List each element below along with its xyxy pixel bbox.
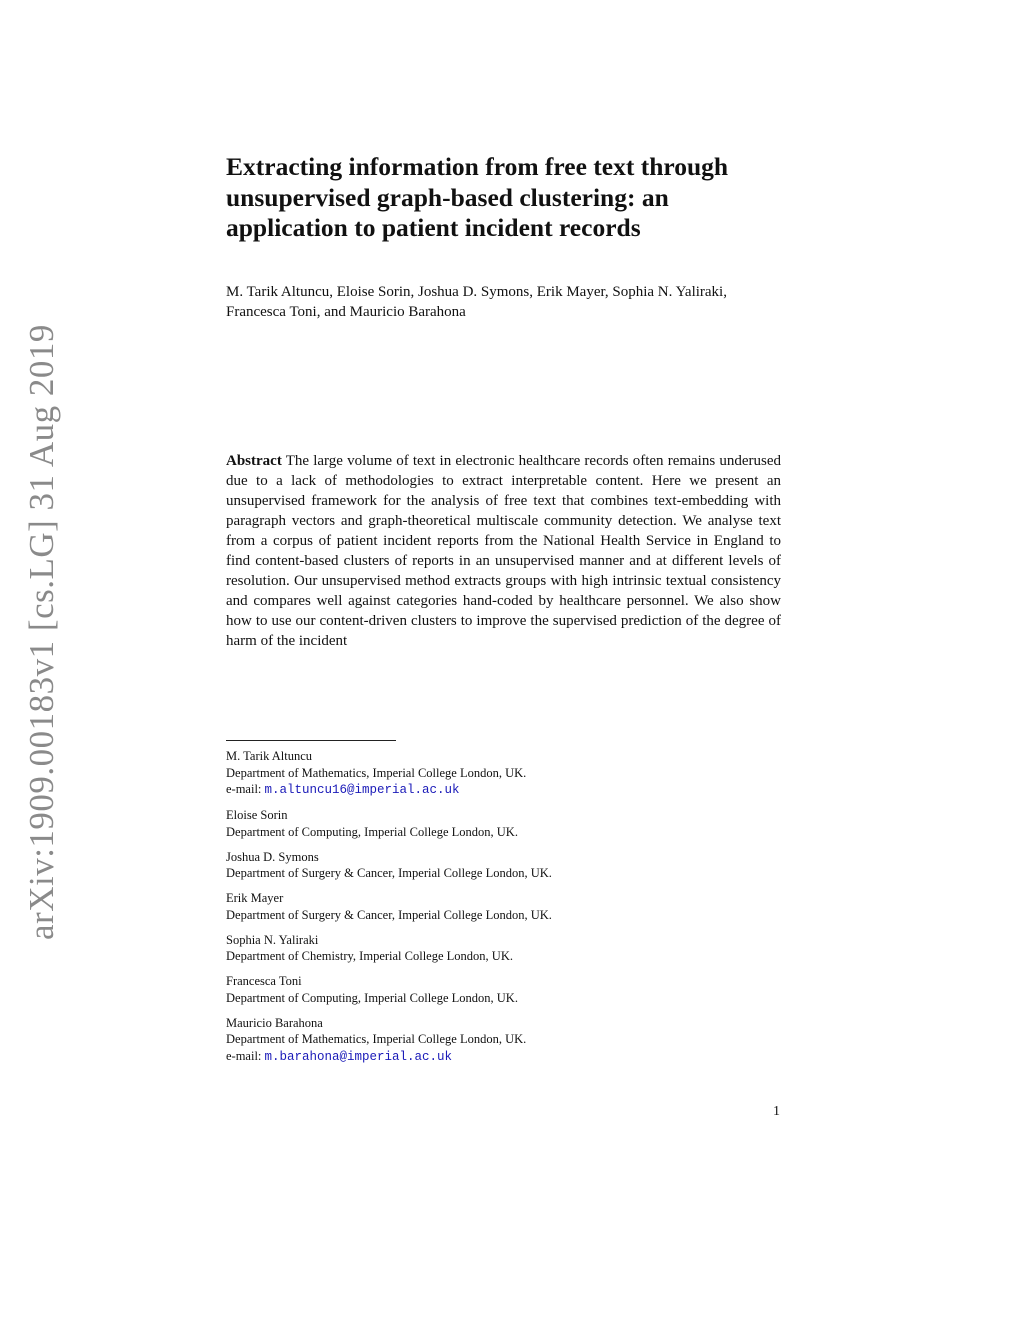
affiliation-dept: Department of Chemistry, Imperial College London, UK. bbox=[226, 949, 513, 963]
affiliation-dept: Department of Mathematics, Imperial College London, UK. bbox=[226, 765, 527, 780]
affiliation-name: Joshua D. Symons bbox=[226, 849, 319, 864]
email-label: e-mail: bbox=[226, 782, 262, 796]
author-line: Francesca Toni, and Mauricio Barahona bbox=[226, 304, 466, 320]
affiliation-entry bbox=[226, 932, 786, 965]
affiliation-dept: Department of Computing, Imperial College London, UK. bbox=[226, 824, 518, 839]
affiliation-name: Francesca Toni bbox=[226, 974, 302, 988]
affiliation-name: Eloise Sorin bbox=[226, 808, 288, 822]
author-list bbox=[226, 282, 796, 322]
footnote-divider bbox=[226, 740, 396, 741]
affiliation-entry bbox=[226, 849, 786, 882]
affiliation-name: M. Tarik Altuncu bbox=[226, 749, 313, 763]
title-line: Extracting information from free text through bbox=[226, 152, 729, 181]
email-link[interactable]: m.barahona@imperial.ac.uk bbox=[264, 1049, 453, 1064]
affiliations bbox=[226, 748, 786, 1074]
email-link[interactable]: m.altuncu16@imperial.ac.uk bbox=[264, 783, 460, 797]
affiliation-name: Sophia N. Yaliraki bbox=[226, 932, 319, 947]
affiliation-dept: Department of Mathematics, Imperial College London, UK. bbox=[226, 1032, 527, 1046]
affiliation-entry bbox=[226, 890, 786, 923]
affiliation-name: Erik Mayer bbox=[226, 891, 284, 905]
affiliation-entry bbox=[226, 1015, 786, 1066]
affiliation-entry bbox=[226, 748, 786, 799]
affiliation-entry bbox=[226, 807, 786, 840]
affiliation-name: Mauricio Barahona bbox=[226, 1015, 323, 1030]
abstract-label: Abstract bbox=[226, 453, 282, 469]
paper-title bbox=[226, 152, 796, 244]
abstract-text: The large volume of text in electronic healthcare records often remains underused due to a lack of methodologies to extract interpretable content. Here we present an unsupervised framework for the analysis of free text that combines text-embedding with paragraph vectors and graph-theoretical multiscale community detection. We analyse text from a corpus of patient incident reports from the National Health Service in England to find content-based clusters of reports in an unsupervised manner and at different levels of resolution. Our unsupervised method extracts groups with high intrinsic textual consistency and compares well against categories hand-coded by healthcare personnel. We also show how to use our content-driven clusters to improve the supervised prediction of the degree of harm of the incident bbox=[226, 453, 781, 649]
arxiv-identifier[interactable]: arXiv:1909.00183v1 [cs.LG] 31 Aug 2019 bbox=[22, 324, 61, 940]
title-line: application to patient incident records bbox=[226, 213, 641, 242]
affiliation-entry bbox=[226, 973, 786, 1006]
affiliation-email-line bbox=[226, 781, 786, 799]
affiliation-dept: Department of Surgery & Cancer, Imperial College London, UK. bbox=[226, 866, 552, 880]
abstract bbox=[226, 451, 781, 651]
affiliation-dept: Department of Surgery & Cancer, Imperial College London, UK. bbox=[226, 907, 552, 922]
title-line: unsupervised graph-based clustering: an bbox=[226, 182, 669, 212]
page-number: 1 bbox=[773, 1104, 780, 1119]
affiliation-dept: Department of Computing, Imperial College London, UK. bbox=[226, 990, 518, 1005]
author-line: M. Tarik Altuncu, Eloise Sorin, Joshua D. Symons, Erik Mayer, Sophia N. Yaliraki, bbox=[226, 284, 727, 300]
email-label: e-mail: bbox=[226, 1048, 262, 1063]
affiliation-email-line bbox=[226, 1048, 786, 1066]
